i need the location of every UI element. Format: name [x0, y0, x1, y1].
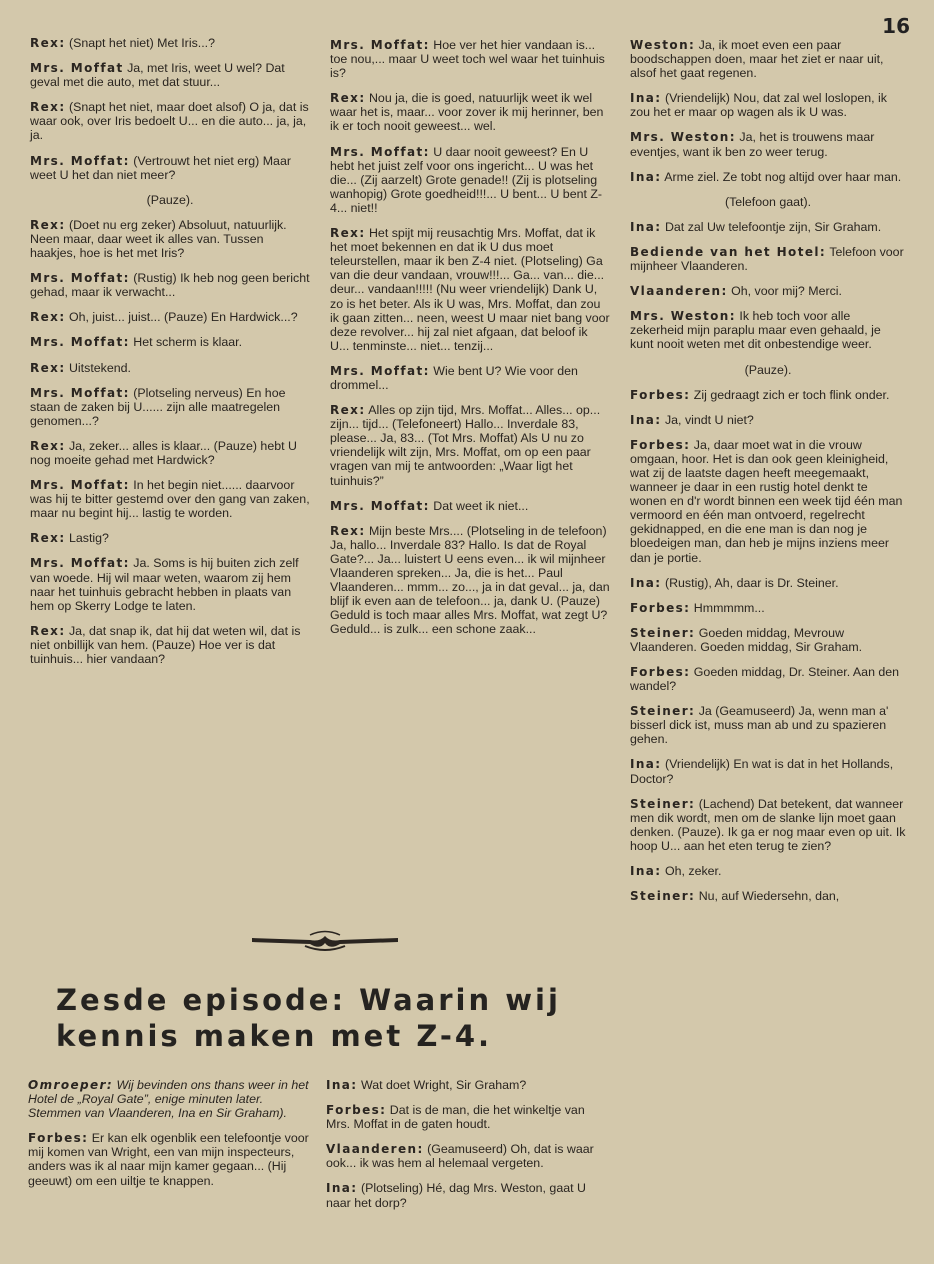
speaker-name: Rex:	[30, 217, 66, 232]
dialogue-text: (Snapt het niet) Met Iris...?	[68, 36, 215, 50]
dialogue-line	[30, 361, 310, 375]
dialogue-text: Wij bevinden ons thans weer in het Hotel de „Royal Gate”, enige minuten later. Stemmen van Vlaanderen, Ina en Sir Graham).	[28, 1078, 309, 1121]
dialogue-text: Dat zal Uw telefoontje zijn, Sir Graham.	[664, 219, 882, 234]
speaker-name: Ina:	[326, 1181, 358, 1196]
speaker-name: Steiner:	[630, 796, 696, 811]
dialogue-line	[630, 220, 906, 234]
dialogue-line	[330, 91, 610, 133]
speaker-name: Bediende van het Hotel:	[630, 244, 827, 259]
dialogue-line	[330, 403, 610, 488]
speaker-name: Steiner:	[630, 704, 696, 719]
speaker-name: Rex:	[30, 310, 66, 325]
speaker-name: Mrs. Moffat:	[30, 335, 130, 350]
speaker-name: Ina:	[630, 91, 662, 106]
dialogue-text: Goeden middag, Dr. Steiner. Aan den wandel?	[630, 665, 900, 694]
dialogue-line	[30, 100, 310, 142]
dialogue-column-left	[30, 36, 310, 677]
dialogue-line	[326, 1142, 606, 1170]
dialogue-text: Hoe ver het hier vandaan is... toe nou,... maar U weet toch wel waar het tuinhuis is?	[330, 38, 605, 81]
speaker-name: Rex:	[30, 438, 66, 453]
dialogue-text: (Rustig), Ah, daar is Dr. Steiner.	[664, 575, 839, 590]
speaker-name: Ina:	[326, 1078, 358, 1092]
speaker-name: Rex:	[330, 91, 366, 106]
dialogue-text: Dat is de man, die het winkeltje van Mrs. Moffat in de gaten houdt.	[326, 1103, 585, 1132]
dialogue-text: Oh, zeker.	[664, 864, 722, 879]
dialogue-text: Wat doet Wright, Sir Graham?	[360, 1078, 527, 1092]
dialogue-line	[330, 38, 610, 80]
dialogue-line	[330, 364, 610, 392]
speaker-name: Rex:	[30, 36, 66, 50]
dialogue-text: Mijn beste Mrs.... (Plotseling in de telefoon) Ja, hallo... Inverdale 83? Hallo. Is dat de Royal Gate?... Ja... luistert U eens even... ik wil mijnheer Vlaanderen spreken... Ja, die is het... Paul Vlaanderen... mmm... zo..., ja in dat geval... ja, dan blijf ik even aan de telefoon... ja, dank U. (Pauze) Geduld is toch maar alles Mrs. Moffat, wat zegt U? Geduld... is zulk... een schone zaak...	[330, 523, 610, 637]
speaker-name: Mrs. Moffat:	[330, 38, 430, 52]
dialogue-line	[330, 499, 610, 513]
dialogue-text: Lastig?	[68, 531, 109, 546]
dialogue-text: (Vertrouwt het niet erg) Maar weet U het dan niet meer?	[30, 153, 291, 182]
speaker-name: Mrs. Moffat:	[30, 556, 130, 571]
dialogue-line	[630, 38, 906, 80]
dialogue-text: (Vriendelijk) Nou, dat zal wel loslopen, ik zou het er maar op wagen als ik U was.	[630, 91, 887, 120]
dialogue-text: (Geamuseerd) Oh, dat is waar ook... ik was hem al helemaal vergeten.	[326, 1142, 594, 1171]
pause-direction: (Telefoon gaat).	[724, 194, 812, 209]
speaker-name: Ina:	[630, 575, 662, 590]
dialogue-text: (Vriendelijk) En wat is dat in het Hollands, Doctor?	[630, 757, 894, 786]
pause-direction: (Pauze).	[146, 192, 194, 207]
speaker-name: Ina:	[630, 757, 662, 772]
speaker-name: Rex:	[330, 403, 366, 418]
dialogue-line	[630, 245, 906, 273]
dialogue-text: Ja, vindt U niet?	[664, 412, 754, 427]
dialogue-line	[326, 1103, 606, 1131]
dialogue-text: (Plotseling) Hé, dag Mrs. Weston, gaat U naar het dorp?	[326, 1181, 586, 1210]
speaker-name: Forbes:	[630, 387, 691, 402]
dialogue-line	[30, 61, 310, 89]
dialogue-text: Arme ziel. Ze tobt nog altijd over haar man.	[664, 169, 902, 184]
speaker-name: Mrs. Moffat:	[30, 271, 130, 286]
speaker-name: Mrs. Moffat	[30, 61, 124, 76]
speaker-name: Rex:	[30, 531, 66, 546]
speaker-name: Forbes:	[326, 1103, 387, 1118]
dialogue-line	[630, 864, 906, 878]
dialogue-column-right	[630, 38, 906, 914]
dialogue-line	[30, 531, 310, 545]
dialogue-text: (Rustig) Ik heb nog geen bericht gehad, maar ik verwacht...	[30, 271, 310, 300]
speaker-name: Ina:	[630, 412, 662, 427]
dialogue-text: (Plotseling nerveus) En hoe staan de zaken bij U...... zijn alle maatregelen genomen...?	[30, 385, 286, 428]
speaker-name: Omroeper:	[28, 1078, 114, 1092]
dialogue-text: Ik heb toch voor alle zekerheid mijn paraplu maar even gehaald, je kunt nooit weten met dit onbestendige weer.	[630, 309, 881, 352]
dialogue-line	[630, 91, 906, 119]
dialogue-line	[28, 1131, 310, 1187]
speaker-name: Steiner:	[630, 625, 696, 640]
dialogue-line	[330, 524, 610, 637]
dialogue-line	[30, 478, 310, 520]
speaker-name: Rex:	[30, 100, 66, 115]
dialogue-line	[326, 1181, 606, 1209]
dialogue-text: Oh, juist... juist... (Pauze) En Hardwick...?	[68, 310, 298, 325]
dialogue-line	[630, 704, 906, 746]
dialogue-line	[30, 310, 310, 324]
dialogue-text: Oh, voor mij? Merci.	[731, 284, 842, 299]
speaker-name: Mrs. Weston:	[630, 130, 736, 145]
dialogue-text: Ja. Soms is hij buiten zich zelf van woede. Hij wil maar weten, waarom zij hem naar het tuinhuis gebracht hebben in plaats van hem op Skerry Lodge te laten.	[30, 556, 299, 613]
speaker-name: Vlaanderen:	[630, 284, 728, 299]
dialogue-text: In het begin niet...... daarvoor was hij te bitter gestemd over den gang van zaken, maar nu begint hij... lastig te worden.	[30, 478, 310, 521]
dialogue-text: Wie bent U? Wie voor den drommel...	[330, 363, 578, 392]
speaker-name: Ina:	[630, 219, 662, 234]
dialogue-text: Ja, zeker... alles is klaar... (Pauze) hebt U nog moeite gehad met Hardwick?	[30, 438, 297, 467]
speaker-name: Forbes:	[630, 665, 691, 679]
speaker-name: Forbes:	[630, 437, 691, 452]
dialogue-line	[28, 1078, 310, 1120]
speaker-name: Weston:	[630, 38, 696, 52]
speaker-name: Mrs. Moffat:	[330, 498, 430, 513]
dialogue-text: (Snapt het niet, maar doet alsof) O ja, dat is waar ook, over Iris bedoelt U... en die auto... ja, ja, ja.	[30, 100, 309, 143]
dialogue-line	[630, 413, 906, 427]
dialogue-line	[630, 388, 906, 402]
speaker-name: Mrs. Moffat:	[30, 478, 130, 493]
dialogue-text: Goeden middag, Mevrouw Vlaanderen. Goeden middag, Sir Graham.	[630, 625, 863, 654]
dialogue-text: Dat weet ik niet...	[433, 498, 529, 513]
dialogue-text: Ja, daar moet wat in die vrouw omgaan, hoor. Het is dan ook geen kleinigheid, wat zij de laatste dagen heeft meegemaakt, wanneer je daar in een rustig hotel denkt te wonen en d'r wordt binnen een week tijd één man vermoord en één man ontvoerd, regelrecht gekidnapped, en die ene man is dan nog je bloedeigen man, dan heb je mijns inziens meer dan je portie.	[630, 437, 903, 565]
dialogue-column-bottom-left	[28, 1078, 310, 1199]
speaker-name: Mrs. Moffat:	[330, 144, 430, 159]
speaker-name: Rex:	[330, 226, 366, 241]
dialogue-text: Uitstekend.	[68, 360, 131, 375]
dialogue-line	[30, 439, 310, 467]
dialogue-text: Ja (Geamuseerd) Ja, wenn man a' bisserl dick ist, muss man ab und zu spazieren gehen.	[630, 704, 889, 747]
dialogue-line	[30, 218, 310, 260]
ornament-divider	[250, 930, 400, 954]
dialogue-line	[30, 386, 310, 428]
dialogue-text: Nu, auf Wiedersehn, dan,	[698, 889, 840, 904]
speaker-name: Forbes:	[28, 1131, 89, 1146]
dialogue-line	[326, 1078, 606, 1092]
speaker-name: Mrs. Moffat:	[330, 363, 430, 378]
dialogue-line	[630, 626, 906, 654]
dialogue-line	[630, 889, 906, 903]
dialogue-text: Ja, ik moet even een paar boodschappen doen, maar het ziet er naar uit, alsof het gaat regenen.	[630, 38, 884, 81]
dialogue-line	[630, 170, 906, 184]
dialogue-line	[630, 601, 906, 615]
dialogue-text: Het scherm is klaar.	[133, 335, 243, 350]
dialogue-column-bottom-middle	[326, 1078, 606, 1221]
episode-title: Zesde episode: Waarin wij kennis maken met Z-4.	[56, 983, 561, 1053]
dialogue-line	[630, 576, 906, 590]
dialogue-text: Het spijt mij reusachtig Mrs. Moffat, dat ik het moet bekennen en dat ik U dus moet teleurstellen, maar ik ben Z-4 niet. (Plotseling) Ga van die deur vandaan, vrouw!!!... Ga... van... die... deur... vandaan!!!!! (Nu weer vriendelijk) Dank U, zo is het beter. Als ik U was, Mrs. Moffat, dan zou ik gaan zitten... neen, weest U maar niet bang voor deze revolver... hij zal niet afgaan, dat beloof ik U... tenminste... niet... tenzij...	[330, 226, 610, 353]
speaker-name: Mrs. Moffat:	[30, 153, 130, 168]
dialogue-text: U daar nooit geweest? En U hebt het juist zelf voor ons ingericht... U was het die... (Zij aarzelt) Grote genade!! (Zij is plotseling wanhopig) Grote goedheid!!!... U bent... U bent Z-4... niet!!	[330, 144, 603, 215]
dialogue-text: Hmmmmm...	[693, 600, 765, 615]
speaker-name: Ina:	[630, 864, 662, 879]
dialogue-text: Telefoon voor mijnheer Vlaanderen.	[630, 244, 904, 274]
dialogue-line	[30, 154, 310, 182]
dialogue-text: Nou ja, die is goed, natuurlijk weet ik wel waar het is, maar... voor zover ik mij herinner, ben ik er toch nooit geweest... wel.	[330, 91, 604, 134]
speaker-name: Vlaanderen:	[326, 1142, 424, 1157]
dialogue-text: Alles op zijn tijd, Mrs. Moffat... Alles... op... zijn... tijd... (Telefoneert) Hallo... Inverdale 83, please... Ja, 83... (Tot Mrs. Moffat) Als U nu zo vriendelijk wilt zijn, Mrs. Moffat, om op een paar vragen van mij te antwoorden: „Waar ligt het tuinhuis?”	[330, 403, 601, 488]
dialogue-line	[630, 438, 906, 565]
speaker-name: Ina:	[630, 169, 662, 184]
dialogue-line	[30, 36, 310, 50]
dialogue-text: Er kan elk ogenblik een telefoontje voor mij komen van Wright, een van mijn inspecteurs, anders was ik al naar mijn kamer gegaan... (Hij geeuwt) om een uiltje te knappen.	[28, 1131, 309, 1188]
dialogue-line	[30, 271, 310, 299]
pause-direction: (Pauze).	[744, 362, 792, 377]
page-number: 16	[882, 14, 910, 38]
speaker-name: Rex:	[30, 623, 66, 638]
speaker-name: Mrs. Moffat:	[30, 385, 130, 400]
dialogue-line	[30, 556, 310, 612]
speaker-name: Rex:	[30, 360, 66, 375]
dialogue-line	[330, 226, 610, 353]
dialogue-text: (Doet nu erg zeker) Absoluut, natuurlijk. Neen maar, daar weet ik alles van. Tussen haakjes, hoe is het met Iris?	[30, 217, 287, 261]
dialogue-line	[330, 145, 610, 215]
dialogue-text: Ja, het is trouwens maar eventjes, want ik ben zo weer terug.	[630, 130, 875, 159]
dialogue-text: (Lachend) Dat betekent, dat wanneer men dik wordt, men om de slanke lijn moet gaan denken. (Pauze). Ik ga er nog maar even op uit. Ik hoop U... aan het eten terug te zien?	[630, 796, 906, 853]
dialogue-line	[630, 130, 906, 158]
dialogue-text: Ja, met Iris, weet U wel? Dat geval met die auto, met dat stuur...	[30, 61, 285, 90]
dialogue-line	[630, 284, 906, 298]
dialogue-line	[630, 797, 906, 853]
dialogue-line	[30, 335, 310, 349]
dialogue-line	[630, 757, 906, 785]
dialogue-line	[30, 624, 310, 666]
speaker-name: Rex:	[330, 523, 366, 538]
dialogue-text: Zij gedraagt zich er toch flink onder.	[693, 387, 890, 402]
dialogue-text: Ja, dat snap ik, dat hij dat weten wil, dat is niet onbillijk van hem. (Pauze) Hoe ver is dat tuinhuis... hier vandaan?	[30, 623, 301, 666]
dialogue-column-middle	[330, 38, 610, 647]
speaker-name: Forbes:	[630, 600, 691, 615]
dialogue-line	[630, 309, 906, 351]
speaker-name: Mrs. Weston:	[630, 309, 736, 324]
dialogue-line	[630, 665, 906, 693]
speaker-name: Steiner:	[630, 889, 696, 904]
